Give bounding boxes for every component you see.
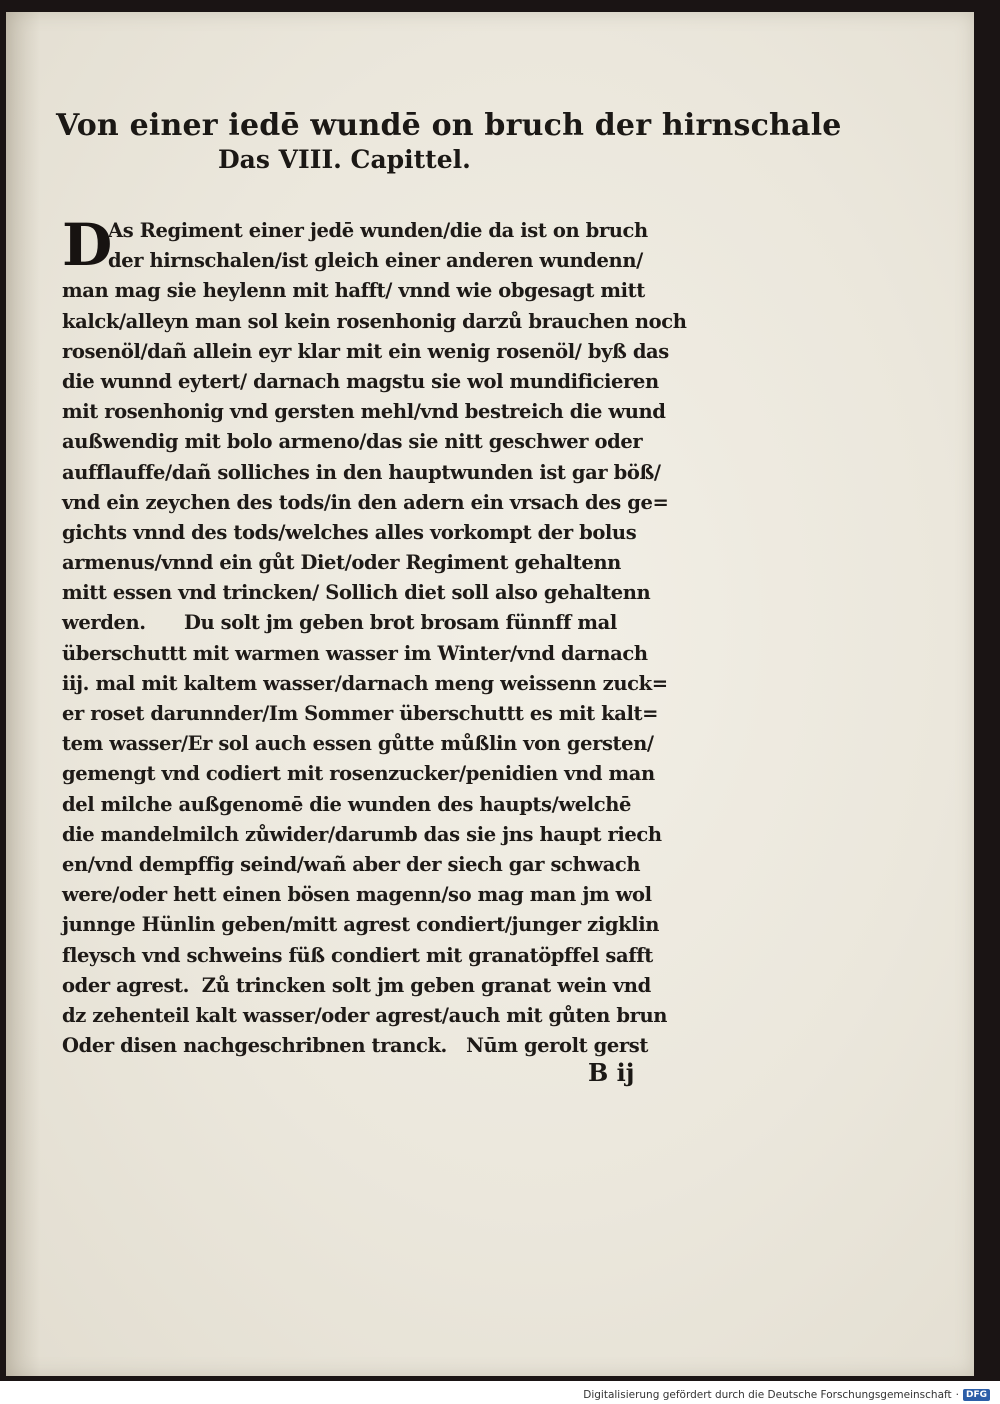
text-line: junnge Hünlin geben/mitt agrest condiert/junger zigklin xyxy=(62,913,659,937)
text-line: mit rosenhonig vnd gersten mehl/vnd bestreich die wund xyxy=(62,400,666,424)
text-line: armenus/vnnd ein gůt Diet/oder Regiment gehaltenn xyxy=(62,551,621,575)
text-line: kalck/alleyn man sol kein rosenhonig darzů brauchen noch xyxy=(62,309,687,333)
text-line: mitt essen vnd trincken/ Sollich diet soll also gehaltenn xyxy=(62,581,651,605)
text-line: tem wasser/Er sol auch essen gůtte můßlin von gersten/ xyxy=(62,732,654,756)
text-line: fleysch vnd schweins füß condiert mit granatöpffel safft xyxy=(62,943,653,967)
page-gutter-shadow xyxy=(6,12,40,1376)
body-text xyxy=(62,211,722,1061)
text-line: were/oder hett einen bösen magenn/so mag man jm wol xyxy=(62,883,652,907)
text-line: überschuttt mit warmen wasser im Winter/vnd darnach xyxy=(62,641,648,665)
text-line: er roset darunnder/Im Sommer überschuttt es mit kalt= xyxy=(62,702,659,725)
text-line: die mandelmilch zůwider/darumb das sie jns haupt riech xyxy=(62,822,662,846)
chapter-heading xyxy=(56,108,842,174)
text-line: die wunnd eytert/ darnach magstu sie wol mundificieren xyxy=(62,369,659,393)
text-line: man mag sie heylenn mit hafft/ vnnd wie obgesagt mitt xyxy=(62,279,645,303)
signature-mark: B ij xyxy=(588,1058,635,1087)
text-line: vnd ein zeychen des tods/in den adern ein vrsach des ge= xyxy=(62,490,669,514)
drop-cap: D xyxy=(62,211,112,279)
text-line: außwendig mit bolo armeno/das sie nitt geschwer oder xyxy=(62,430,643,454)
text-line: Oder disen nachgeschribnen tranck. Nūm gerolt gerst xyxy=(62,1034,648,1058)
text-line: dz zehenteil kalt wasser/oder agrest/auch mit gůten brun xyxy=(62,1003,667,1027)
text-line: en/vnd dempffig seind/wañ aber der siech gar schwach xyxy=(62,852,641,876)
text-line: rosenöl/dañ allein eyr klar mit ein wenig rosenöl/ byß das xyxy=(62,339,669,363)
text-line: gichts vnnd des tods/welches alles vorkompt der bolus xyxy=(62,520,637,544)
text-line-2: der hirnschalen/ist gleich einer anderen wundenn/ xyxy=(108,249,643,273)
dfg-logo-icon: DFG xyxy=(963,1389,990,1401)
text-line: aufflauffe/dañ solliches in den hauptwunden ist gar böß/ xyxy=(62,460,661,484)
chapter-title: Von einer iedē wundē on bruch der hirnschale xyxy=(56,108,842,143)
chapter-number: Das VIII. Capittel. xyxy=(218,145,471,174)
text-line: del milche außgenomē die wunden des haupts/welchē xyxy=(62,792,631,816)
text-line: werden. Du solt jm geben brot brosam fünnff mal xyxy=(62,611,617,635)
text-line: oder agrest. Zů trincken solt jm geben granat wein vnd xyxy=(62,973,651,997)
text-line: iij. mal mit kaltem wasser/darnach meng weissenn zuck= xyxy=(62,671,668,695)
first-line-text: As Regiment einer jedē wunden/die da ist on bruch xyxy=(108,219,648,242)
funding-credit-text: Digitalisierung gefördert durch die Deutsche Forschungsgemeinschaft xyxy=(583,1389,952,1401)
text-line: gemengt vnd codiert mit rosenzucker/penidien vnd man xyxy=(62,762,655,786)
footer-credit: Digitalisierung gefördert durch die Deutsche Forschungsgemeinschaft · DFG xyxy=(583,1389,990,1401)
